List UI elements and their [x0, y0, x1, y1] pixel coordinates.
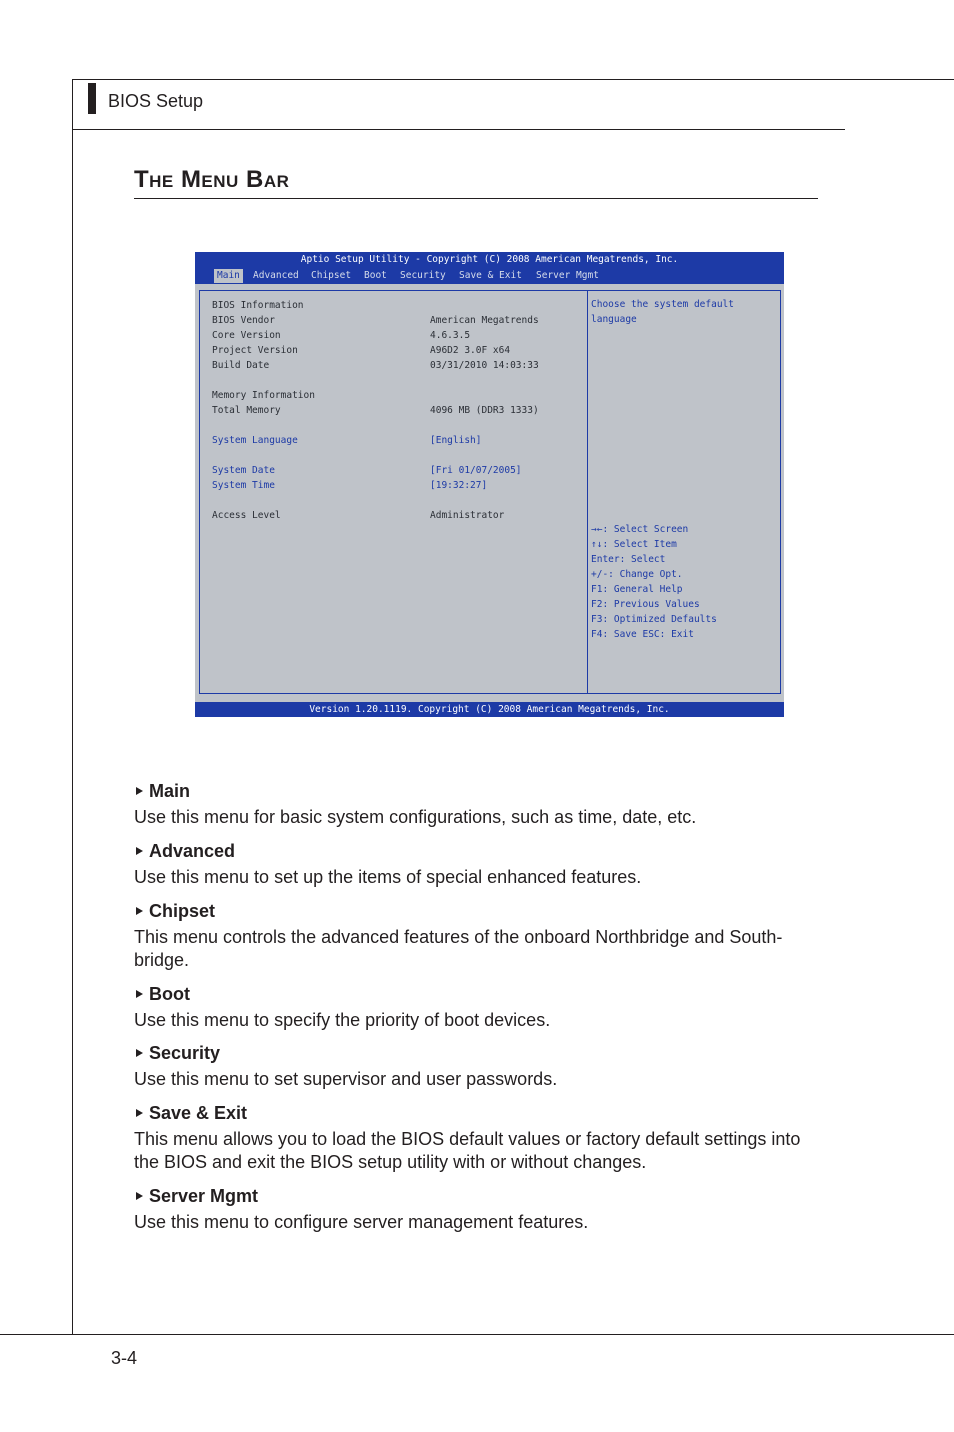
bios-row-value: American Megatrends — [430, 315, 539, 326]
bios-key-hint: F2: Previous Values — [591, 599, 700, 610]
bios-screenshot — [195, 252, 784, 717]
bios-key-hint: F3: Optimized Defaults — [591, 614, 717, 625]
bios-row-label: Project Version — [212, 345, 298, 356]
bios-key-hint: F4: Save ESC: Exit — [591, 629, 694, 640]
bios-tab-advanced[interactable]: Advanced — [253, 270, 299, 281]
menu-item-security — [134, 1042, 824, 1091]
bios-tab-save-exit[interactable]: Save & Exit — [459, 270, 522, 281]
bios-tab-main[interactable]: Main — [214, 269, 243, 283]
menu-item-heading — [134, 780, 824, 802]
bios-key-hint: F1: General Help — [591, 584, 683, 595]
triangle-bullet-icon — [136, 907, 143, 915]
bios-row-value[interactable]: [English] — [430, 435, 482, 446]
menu-item-advanced — [134, 840, 824, 889]
triangle-bullet-icon — [136, 1049, 143, 1057]
bios-row-value: A96D2 3.0F x64 — [430, 345, 511, 356]
section-rule — [134, 198, 818, 199]
bios-row-label: System Language — [212, 435, 298, 446]
bios-key-hint: +/-: Change Opt. — [591, 569, 683, 580]
page-number: 3-4 — [111, 1348, 138, 1368]
menu-item-heading — [134, 983, 824, 1005]
menu-item-chipset — [134, 900, 824, 972]
bios-tab-security[interactable]: Security — [400, 270, 446, 281]
bios-tab-boot[interactable]: Boot — [364, 270, 387, 281]
bios-row-label: Core Version — [212, 330, 281, 341]
menu-item-name: Chipset — [149, 900, 216, 921]
menu-item-heading — [134, 1042, 824, 1064]
bios-tab-server-mgmt[interactable]: Server Mgmt — [536, 270, 599, 281]
triangle-bullet-icon — [136, 990, 143, 998]
bios-row-value: Administrator — [430, 510, 505, 521]
menu-item-description: This menu allows you to load the BIOS default values or factory default settings into the BIOS and exit the BIOS setup utility with or without changes. — [134, 1129, 801, 1172]
bios-help-text: Choose the system default — [591, 299, 734, 310]
menu-item-description: Use this menu to configure server management features. — [134, 1212, 589, 1232]
menu-item-heading — [134, 900, 824, 922]
page-frame-top — [72, 79, 954, 80]
bios-row-label: BIOS Vendor — [212, 315, 275, 326]
bios-row-label: Access Level — [212, 510, 281, 521]
bios-title-bar: Aptio Setup Utility - Copyright (C) 2008 American Megatrends, Inc. — [195, 252, 784, 268]
menu-item-save-exit — [134, 1102, 824, 1174]
bios-row-value[interactable]: [Fri 01/07/2005] — [430, 465, 522, 476]
bios-row-label: BIOS Information — [212, 300, 304, 311]
bios-key-hint: →←: Select Screen — [591, 524, 689, 535]
triangle-bullet-icon — [136, 847, 143, 855]
footer-rule — [0, 1334, 954, 1335]
menu-item-description: This menu controls the advanced features of the onboard Northbridge and South-bridge. — [134, 927, 783, 970]
triangle-bullet-icon — [136, 1109, 143, 1117]
menu-item-description: Use this menu for basic system configurations, such as time, date, etc. — [134, 807, 697, 827]
menu-item-name: Advanced — [149, 840, 236, 861]
running-header: BIOS Setup — [108, 91, 204, 111]
menu-item-name: Server Mgmt — [149, 1185, 259, 1206]
menu-item-heading — [134, 1102, 824, 1124]
menu-item-name: Boot — [149, 983, 190, 1004]
menu-item-description: Use this menu to set up the items of special enhanced features. — [134, 867, 642, 887]
bios-footer-bar: Version 1.20.1119. Copyright (C) 2008 American Megatrends, Inc. — [195, 702, 784, 717]
menu-item-name: Security — [149, 1042, 221, 1063]
bios-row-label: Build Date — [212, 360, 270, 371]
header-rule — [72, 129, 845, 130]
menu-item-description: Use this menu to set supervisor and user passwords. — [134, 1069, 558, 1089]
bios-key-hint: Enter: Select — [591, 554, 666, 565]
bios-row-value[interactable]: [19:32:27] — [430, 480, 488, 491]
bios-row-value: 03/31/2010 14:03:33 — [430, 360, 539, 371]
bios-tab-chipset[interactable]: Chipset — [311, 270, 352, 281]
menu-item-heading — [134, 1185, 824, 1207]
page-frame-left — [72, 79, 73, 1335]
menu-item-main — [134, 780, 824, 829]
bios-row-label: System Time — [212, 480, 275, 491]
triangle-bullet-icon — [136, 787, 143, 795]
header-marker — [88, 83, 96, 114]
bios-row-label: System Date — [212, 465, 275, 476]
bios-row-value: 4096 MB (DDR3 1333) — [430, 405, 539, 416]
menu-item-heading — [134, 840, 824, 862]
bios-row-value: 4.6.3.5 — [430, 330, 471, 341]
section-title: The Menu Bar — [134, 166, 290, 193]
menu-item-server-mgmt — [134, 1185, 824, 1234]
bios-help-text: language — [591, 314, 637, 325]
menu-item-name: Save & Exit — [149, 1102, 248, 1123]
bios-row-label: Total Memory — [212, 405, 281, 416]
menu-item-boot — [134, 983, 824, 1032]
menu-item-description: Use this menu to specify the priority of boot devices. — [134, 1010, 551, 1030]
menu-item-name: Main — [149, 780, 191, 801]
bios-key-hint: ↑↓: Select Item — [591, 539, 677, 550]
bios-row-label: Memory Information — [212, 390, 315, 401]
triangle-bullet-icon — [136, 1192, 143, 1200]
